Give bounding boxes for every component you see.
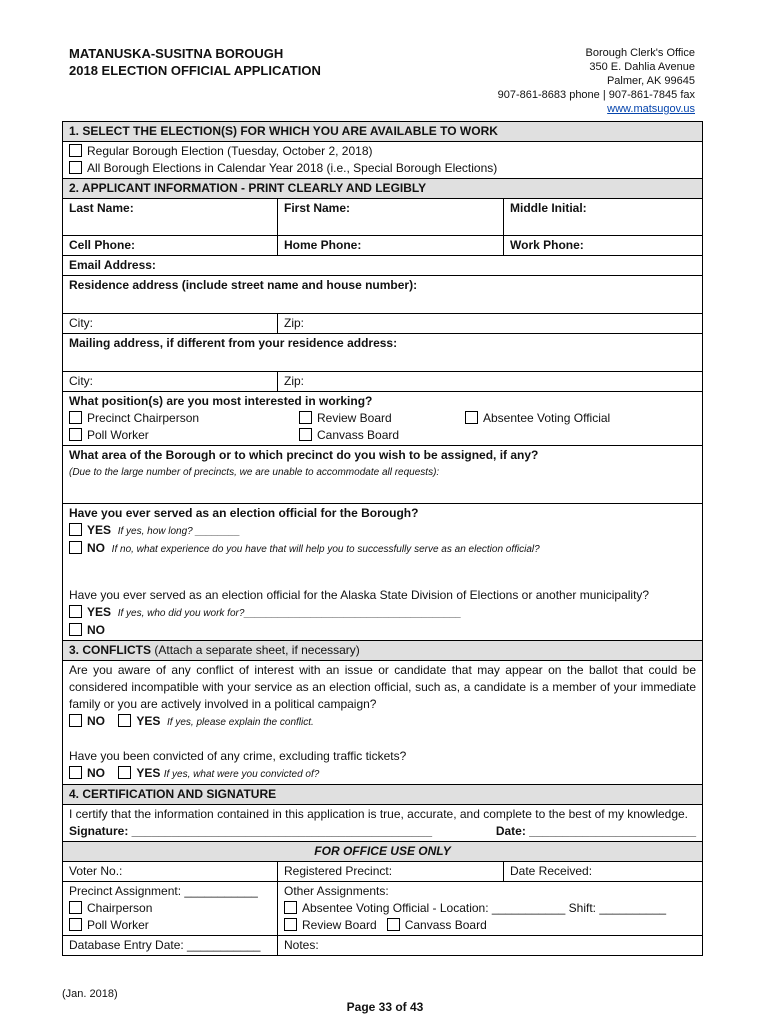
convicted-note: If yes, what were you convicted of? bbox=[163, 769, 320, 780]
date-received-field[interactable]: Date Received: bbox=[504, 862, 703, 882]
other-assignments-label: Other Assignments: bbox=[284, 884, 389, 898]
state-service-block bbox=[63, 586, 703, 641]
precinct-assignment-block bbox=[63, 882, 278, 936]
form-title: 2018 ELECTION OFFICIAL APPLICATION bbox=[69, 63, 321, 78]
state-no-checkbox[interactable] bbox=[69, 623, 82, 636]
conflict-yes-label: YES bbox=[136, 714, 161, 728]
notes-field[interactable]: Notes: bbox=[278, 936, 703, 956]
email-field[interactable]: Email Address: bbox=[63, 256, 703, 276]
how-long-note: If yes, how long? ________ bbox=[117, 526, 241, 537]
office-address2: Palmer, AK 99645 bbox=[606, 75, 695, 87]
state-yes-label: YES bbox=[87, 605, 112, 619]
borough-service-block bbox=[63, 504, 703, 587]
section2-heading: 2. APPLICANT INFORMATION - PRINT CLEARLY AND LEGIBLY bbox=[63, 179, 703, 199]
positions-question: What position(s) are you most interested in working? bbox=[69, 394, 373, 408]
review-board-checkbox[interactable] bbox=[299, 411, 312, 424]
conflict-no-label: NO bbox=[87, 714, 105, 728]
date-line[interactable]: Date: _________________________ bbox=[495, 824, 697, 838]
election-options bbox=[63, 142, 703, 179]
crime-question: Have you been convicted of any crime, excluding traffic tickets? bbox=[69, 749, 407, 763]
office-poll-worker-label: Poll Worker bbox=[87, 918, 149, 932]
office-canvass-checkbox[interactable] bbox=[387, 918, 400, 931]
crime-yes-label: YES bbox=[136, 766, 161, 780]
other-assignments-block bbox=[278, 882, 703, 936]
crime-no-checkbox[interactable] bbox=[69, 766, 82, 779]
poll-worker-label: Poll Worker bbox=[87, 428, 149, 442]
precinct-chair-label: Precinct Chairperson bbox=[87, 411, 200, 425]
state-no-label: NO bbox=[87, 623, 105, 637]
absentee-official-checkbox[interactable] bbox=[465, 411, 478, 424]
cell-phone-field[interactable]: Cell Phone: bbox=[63, 236, 278, 256]
residence-address-field[interactable]: Residence address (include street name and house number): bbox=[63, 276, 703, 314]
office-chairperson-checkbox[interactable] bbox=[69, 901, 82, 914]
office-phone: 907-861-8683 phone | 907-861-7845 fax bbox=[497, 89, 695, 101]
poll-worker-checkbox[interactable] bbox=[69, 428, 82, 441]
home-phone-field[interactable]: Home Phone: bbox=[278, 236, 504, 256]
application-form bbox=[62, 121, 703, 956]
last-name-field[interactable]: Last Name: bbox=[63, 199, 278, 236]
section1-heading: 1. SELECT THE ELECTION(S) FOR WHICH YOU ARE AVAILABLE TO WORK bbox=[63, 122, 703, 142]
crime-yes-checkbox[interactable] bbox=[118, 766, 131, 779]
who-for-note: If yes, who did you work for?_______________________________________ bbox=[117, 608, 462, 619]
database-entry-field[interactable]: Database Entry Date: ___________ bbox=[63, 936, 278, 956]
regular-election-checkbox[interactable] bbox=[69, 144, 82, 157]
borough-no-label: NO bbox=[87, 541, 105, 555]
positions-block bbox=[63, 392, 703, 446]
office-review-label: Review Board bbox=[302, 918, 377, 932]
office-address1: 350 E. Dahlia Avenue bbox=[589, 61, 695, 73]
conflict-no-checkbox[interactable] bbox=[69, 714, 82, 727]
office-use-heading: FOR OFFICE USE ONLY bbox=[63, 842, 703, 862]
area-question: What area of the Borough or to which precinct do you wish to be assigned, if any? bbox=[69, 448, 539, 462]
borough-no-checkbox[interactable] bbox=[69, 541, 82, 554]
state-yes-checkbox[interactable] bbox=[69, 605, 82, 618]
residence-zip-field[interactable]: Zip: bbox=[278, 314, 703, 334]
office-name: Borough Clerk's Office bbox=[585, 47, 695, 59]
borough-yes-checkbox[interactable] bbox=[69, 523, 82, 536]
office-absentee-checkbox[interactable] bbox=[284, 901, 297, 914]
conflict-question: Are you aware of any conflict of interest with an issue or candidate that may appear on the ballot that could be considered incompatible with your service as an election official, such as, a candidate is a member of your immediate family or you are actively involved in a political campaign? bbox=[69, 663, 697, 711]
canvass-board-checkbox[interactable] bbox=[299, 428, 312, 441]
certification-block bbox=[63, 805, 703, 842]
crime-no-label: NO bbox=[87, 766, 105, 780]
borough-service-question: Have you ever served as an election official for the Borough? bbox=[69, 506, 419, 520]
website-link[interactable]: www.matsugov.us bbox=[607, 103, 695, 115]
office-absentee-label: Absentee Voting Official - Location: ___________ Shift: __________ bbox=[302, 901, 667, 915]
registered-precinct-field[interactable]: Registered Precinct: bbox=[278, 862, 504, 882]
work-phone-field[interactable]: Work Phone: bbox=[504, 236, 703, 256]
office-poll-worker-checkbox[interactable] bbox=[69, 918, 82, 931]
document-header-left bbox=[69, 45, 321, 79]
revision-date: (Jan. 2018) bbox=[62, 988, 118, 1000]
residence-city-field[interactable]: City: bbox=[63, 314, 278, 334]
first-name-field[interactable]: First Name: bbox=[278, 199, 504, 236]
conflict-explain-note: If yes, please explain the conflict. bbox=[167, 717, 314, 728]
mailing-address-field[interactable]: Mailing address, if different from your residence address: bbox=[63, 334, 703, 372]
conflict-yes-checkbox[interactable] bbox=[118, 714, 131, 727]
section3-note: (Attach a separate sheet, if necessary) bbox=[154, 643, 360, 657]
section4-heading: 4. CERTIFICATION AND SIGNATURE bbox=[63, 785, 703, 805]
review-board-label: Review Board bbox=[317, 411, 392, 425]
area-block[interactable] bbox=[63, 446, 703, 504]
signature-line[interactable]: Signature: _____________________________________________ bbox=[69, 824, 432, 838]
section3-heading bbox=[63, 641, 703, 661]
state-service-question: Have you ever served as an election official for the Alaska State Division of Elections or another municipality? bbox=[69, 588, 650, 602]
mailing-city-field[interactable]: City: bbox=[63, 372, 278, 392]
page-number: Page 33 of 43 bbox=[346, 1000, 424, 1014]
borough-yes-label: YES bbox=[87, 523, 112, 537]
voter-no-field[interactable]: Voter No.: bbox=[63, 862, 278, 882]
section3-title: 3. CONFLICTS bbox=[69, 643, 152, 657]
regular-election-label: Regular Borough Election (Tuesday, October 2, 2018) bbox=[87, 144, 373, 158]
certify-text: I certify that the information contained in this application is true, accurate, and complete to the best of my knowledge. bbox=[69, 807, 689, 821]
office-chairperson-label: Chairperson bbox=[87, 901, 153, 915]
all-elections-label: All Borough Elections in Calendar Year 2018 (i.e., Special Borough Elections) bbox=[87, 161, 498, 175]
middle-initial-field[interactable]: Middle Initial: bbox=[504, 199, 703, 236]
area-note: (Due to the large number of precincts, we are unable to accommodate all requests): bbox=[69, 467, 440, 478]
conflicts-block bbox=[63, 661, 703, 785]
precinct-assignment-label: Precinct Assignment: ___________ bbox=[69, 884, 258, 898]
absentee-official-label: Absentee Voting Official bbox=[483, 411, 611, 425]
canvass-board-label: Canvass Board bbox=[317, 428, 400, 442]
document-header-right bbox=[498, 46, 695, 116]
org-name: MATANUSKA-SUSITNA BOROUGH bbox=[69, 46, 284, 61]
precinct-chair-checkbox[interactable] bbox=[69, 411, 82, 424]
office-canvass-label: Canvass Board bbox=[404, 918, 487, 932]
office-review-checkbox[interactable] bbox=[284, 918, 297, 931]
no-experience-note: If no, what experience do you have that will help you to successfully serve as an election official? bbox=[111, 544, 540, 555]
mailing-zip-field[interactable]: Zip: bbox=[278, 372, 703, 392]
all-elections-checkbox[interactable] bbox=[69, 161, 82, 174]
